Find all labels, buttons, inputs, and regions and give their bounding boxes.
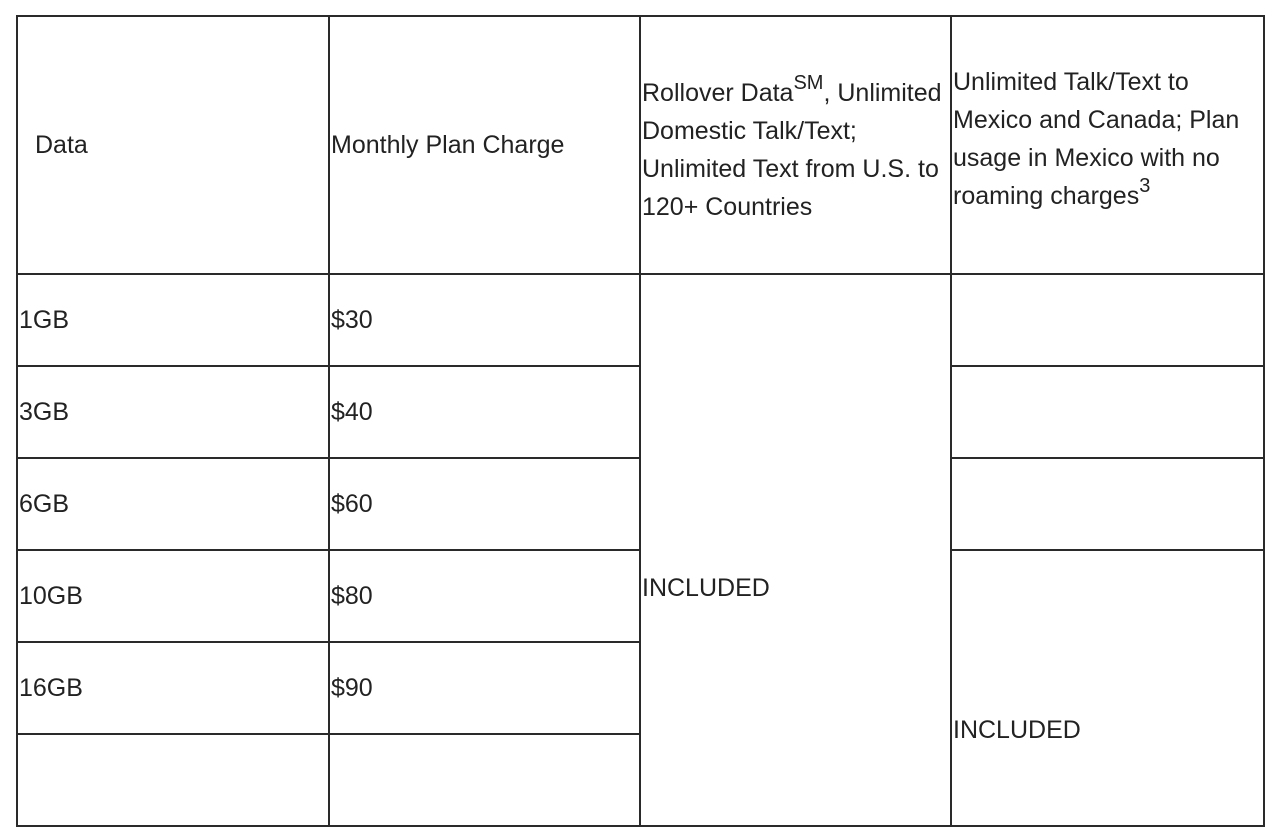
row-price-value: $30: [331, 306, 373, 334]
header-monthly-plan-charge: [329, 16, 640, 274]
table-row: [17, 274, 1264, 366]
row-data-cell: [17, 550, 329, 642]
row-price-cell: [329, 366, 640, 458]
mexico-empty-cell: [951, 274, 1264, 366]
row-price-cell: [329, 458, 640, 550]
header-data: [17, 16, 329, 274]
rollover-included-value: INCLUDED: [642, 574, 770, 602]
header-rollover-comma: ,: [823, 79, 831, 107]
row-data-cell: [17, 642, 329, 734]
row-price-value: $40: [331, 398, 373, 426]
header-rollover-label: Rollover Data: [642, 79, 794, 107]
row-price-value: $80: [331, 582, 373, 610]
plan-table-container: [16, 15, 1263, 744]
mexico-included-cell: [951, 550, 1264, 826]
row-data-value: 3GB: [19, 398, 70, 426]
row-data-value: 1GB: [19, 306, 70, 334]
row-price-cell: [329, 550, 640, 642]
header-rollover-details: Unlimited Domestic Talk/Text; Unlimited Text from U.S. to 120+ Countries: [642, 79, 942, 221]
mexico-included-value: INCLUDED: [953, 716, 1081, 744]
table-header-row: [17, 16, 1264, 274]
row-data-cell: [17, 734, 329, 826]
mexico-empty-cell: [951, 458, 1264, 550]
header-mexico-label: Unlimited Talk/Text to Mexico and Canada; Plan usage in Mexico with no roaming charges: [953, 68, 1240, 210]
header-rollover-data: [640, 16, 951, 274]
row-price-cell: [329, 734, 640, 826]
row-data-value: 16GB: [19, 674, 83, 702]
row-data-cell: [17, 366, 329, 458]
footnote-marker: 3: [1139, 174, 1151, 197]
header-data-label: Data: [35, 131, 88, 159]
plan-pricing-table: [16, 15, 1265, 827]
row-price-cell: [329, 642, 640, 734]
row-data-cell: [17, 458, 329, 550]
row-price-cell: [329, 274, 640, 366]
row-data-cell: [17, 274, 329, 366]
rollover-included-cell: [640, 274, 951, 826]
row-data-value: 6GB: [19, 490, 70, 518]
header-mexico-canada: [951, 16, 1264, 274]
row-price-value: $90: [331, 674, 373, 702]
row-data-value: 10GB: [19, 582, 83, 610]
header-monthly-label: Monthly Plan Charge: [331, 131, 565, 159]
service-mark: SM: [793, 71, 824, 94]
row-price-value: $60: [331, 490, 373, 518]
mexico-empty-cell: [951, 366, 1264, 458]
